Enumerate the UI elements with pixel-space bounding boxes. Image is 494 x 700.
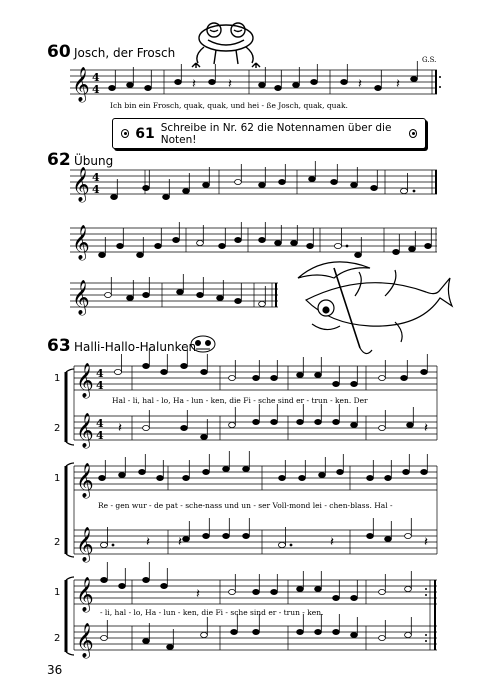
staff-60 [70, 70, 437, 94]
exercise-60-title: Josch, der Frosch [74, 46, 176, 60]
svg-text:𝄞: 𝄞 [76, 363, 94, 398]
svg-text:4: 4 [92, 83, 100, 96]
svg-text:𝄞: 𝄞 [72, 167, 90, 202]
svg-text:4: 4 [92, 183, 100, 196]
exercise-60-number: 60 [47, 42, 71, 62]
voice-label-1: 1 [54, 373, 61, 384]
svg-text:𝄽: 𝄽 [192, 77, 196, 92]
svg-text:4: 4 [96, 367, 104, 380]
exercise-61-number: 61 [135, 125, 155, 142]
notes-62-line3 [105, 274, 266, 307]
svg-text:𝄞: 𝄞 [76, 577, 94, 612]
notes-63-system2 [99, 451, 428, 548]
fish-with-umbrella-icon [298, 262, 452, 354]
voice-label-2: 2 [54, 537, 61, 548]
svg-text:𝄽: 𝄽 [196, 587, 200, 602]
svg-text:𝄞: 𝄞 [76, 463, 94, 498]
voice-label-2: 2 [54, 423, 61, 434]
page-number: 36 [47, 663, 63, 677]
svg-text:𝄽: 𝄽 [358, 77, 362, 92]
svg-text:𝄽: 𝄽 [146, 535, 150, 550]
svg-text:4: 4 [96, 429, 104, 442]
voice-label-1: 1 [54, 473, 61, 484]
frog-icon [192, 23, 260, 68]
staff-62-line3 [70, 283, 278, 307]
lyrics-63-line3: - li, hal - lo, Ha - lun - ken, die Fi - sche sind er - trun - ken. [100, 608, 324, 617]
svg-text:𝄞: 𝄞 [72, 280, 90, 315]
lyrics-60: Ich bin ein Frosch, quak, quak, und hei - ße Josch, quak, quak. [110, 101, 348, 110]
voice-label-1: 1 [54, 587, 61, 598]
staff-62-line1 [70, 170, 437, 194]
svg-text:𝄽: 𝄽 [396, 77, 400, 92]
bullet-icon [121, 129, 129, 138]
svg-text:𝄞: 𝄞 [76, 623, 94, 658]
system-brackets [66, 369, 74, 655]
svg-text:𝄽: 𝄽 [228, 77, 232, 92]
treble-clef-icon: 𝄞 [72, 67, 90, 102]
exercise-62-number: 62 [47, 150, 71, 170]
voice-label-2: 2 [54, 633, 61, 644]
staff-62-line2 [70, 228, 437, 252]
svg-text:𝄞: 𝄞 [72, 225, 90, 260]
exercise-61-instruction: Schreibe in Nr. 62 die Notennamen über die Noten! [160, 121, 392, 146]
svg-text:𝄽: 𝄽 [424, 421, 428, 436]
notes-63-system1 [114, 348, 427, 440]
exercise-63-number: 63 [47, 336, 71, 356]
notes-63-system3 [101, 562, 412, 650]
lyrics-63-line1: Hal - li, hal - lo, Ha - lun - ken, die Fi - sche sind er - trun - ken. Der [112, 396, 368, 405]
staff-63-system2 [74, 466, 437, 554]
svg-text:𝄽: 𝄽 [178, 535, 182, 550]
svg-text:𝄽: 𝄽 [118, 421, 122, 436]
svg-text:4: 4 [92, 171, 100, 184]
svg-text:4: 4 [92, 71, 100, 84]
exercise-63-title: Halli-Hallo-Halunken [74, 340, 197, 354]
svg-text:4: 4 [96, 379, 104, 392]
exercise-62-title: Übung [74, 154, 114, 168]
svg-text:𝄞: 𝄞 [76, 413, 94, 448]
svg-text:𝄽: 𝄽 [330, 535, 334, 550]
svg-text:𝄞: 𝄞 [76, 527, 94, 562]
svg-text:4: 4 [96, 417, 104, 430]
lyrics-63-line2: Re - gen wur - de pat - sche-nass und un - ser Voll-mond lei - chen-blass. Hal - [98, 501, 393, 510]
svg-text:𝄽: 𝄽 [424, 535, 428, 550]
bullet-icon [409, 129, 417, 138]
exercise-61-box [112, 118, 426, 149]
composer-initials: G.S. [422, 56, 437, 64]
